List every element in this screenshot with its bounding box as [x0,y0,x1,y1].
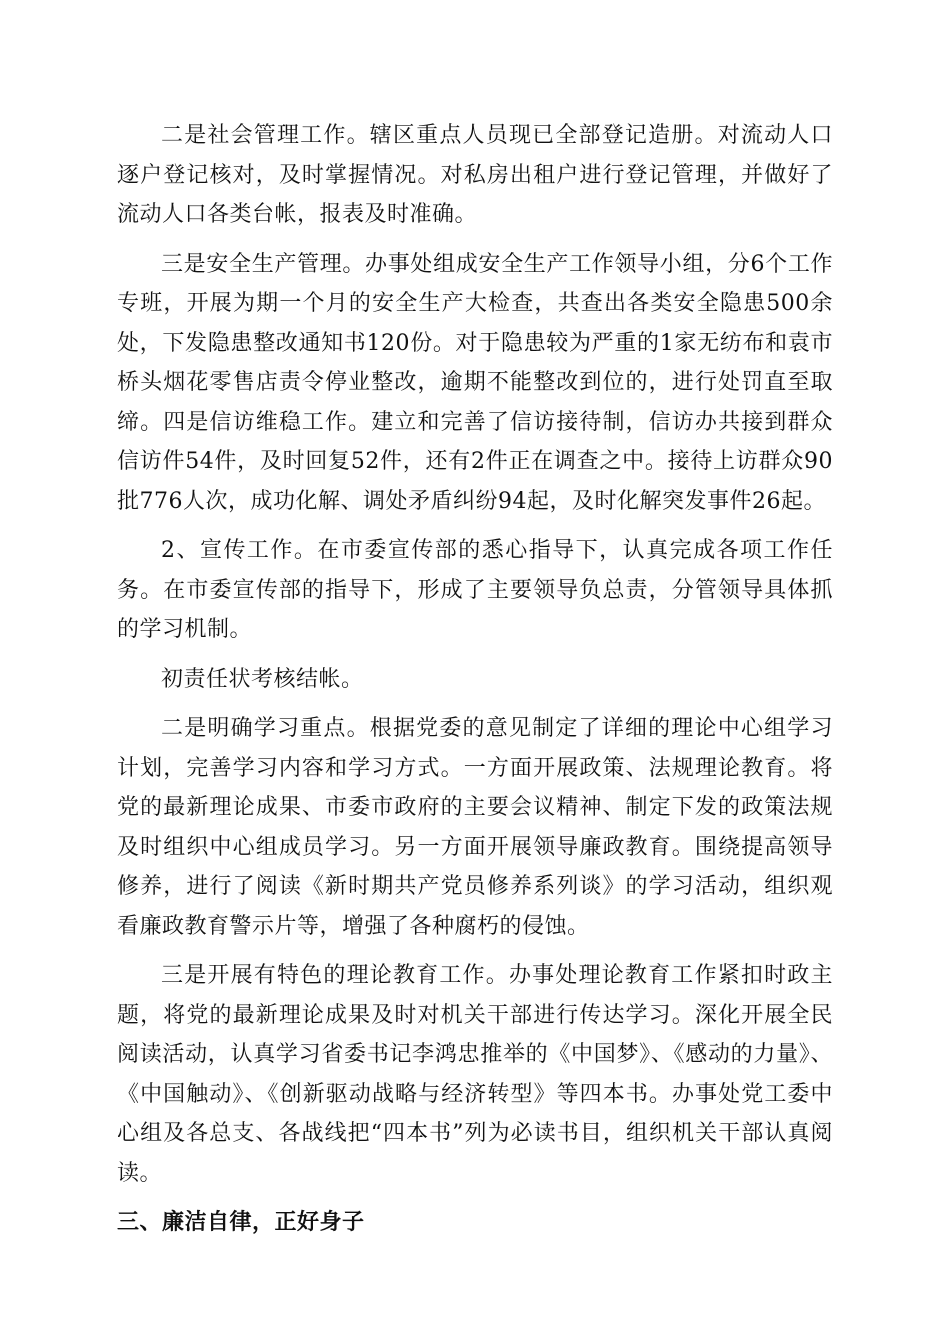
paragraph-social-management: 二是社会管理工作。辖区重点人员现已全部登记造册。对流动人口逐户登记核对，及时掌握情况。对私房出租户进行登记管理，并做好了流动人口各类台帐，报表及时准确。 [117,123,833,227]
paragraph-study-focus: 二是明确学习重点。根据党委的意见制定了详细的理论中心组学习计划，完善学习内容和学习方式。一方面开展政策、法规理论教育。将党的最新理论成果、市委市政府的主要会议精神、制定下发的政策法规及时组织中心组成员学习。另一方面开展领导廉政教育。围绕提高领导修养，进行了阅读《新时期共产党员修养系列谈》的学习活动，组织观看廉政教育警示片等，增强了各种腐朽的侵蚀。 [117,716,833,939]
document-body [117,116,833,1243]
paragraph-safety-production: 三是安全生产管理。办事处组成安全生产工作领导小组，分6个工作专班，开展为期一个月的安全生产大检查，共查出各类安全隐患500余处，下发隐患整改通知书120份。对于隐患较为严重的1家无纺布和袁市桥头烟花零售店责令停业整改，逾期不能整改到位的，进行处罚直至取缔。四是信访维稳工作。建立和完善了信访接待制，信访办共接到群众信访件54件，及时回复52件，还有2件正在调查之中。接待上访群众90批776人次，成功化解、调处矛盾纠纷94起，及时化解突发事件26起。 [117,251,833,514]
section-heading: 三、廉洁自律，正好身子 [117,1210,365,1235]
paragraph-responsibility-note: 初责任状考核结帐。 [161,666,364,692]
paragraph-theory-education: 三是开展有特色的理论教育工作。办事处理论教育工作紧扣时政主题，将党的最新理论成果及时对机关干部进行传达学习。深化开展全民阅读活动，认真学习省委书记李鸿忠推举的《中国梦》、《感动的力量》、《中国触动》、《创新驱动战略与经济转型》等四本书。办事处党工委中心组及各总支、各战线把“四本书”列为必读书目，组织机关干部认真阅读。 [117,963,833,1186]
paragraph-publicity-work: 2、宣传工作。在市委宣传部的悉心指导下，认真完成各项工作任务。在市委宣传部的指导下，形成了主要领导负总责，分管领导具体抓的学习机制。 [117,538,833,642]
